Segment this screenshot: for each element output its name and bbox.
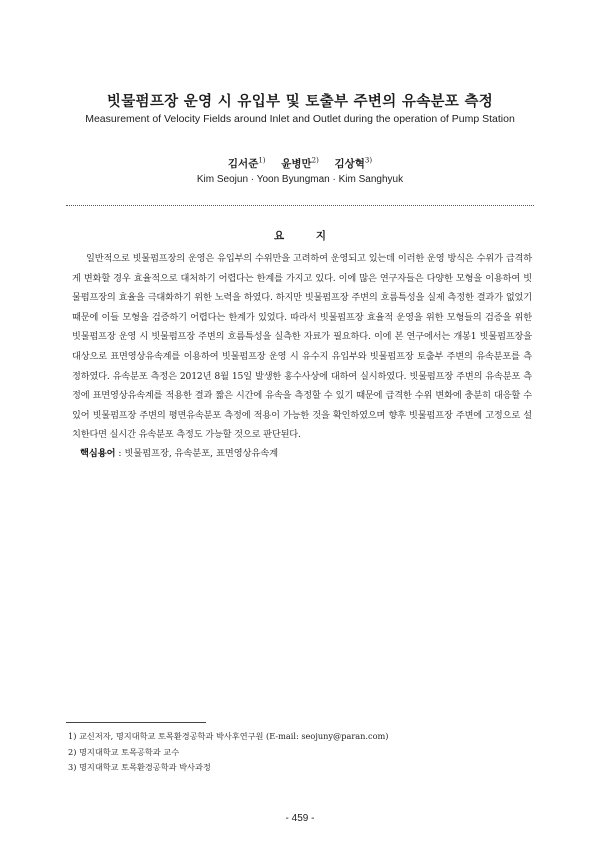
author-1-name: 김서준 bbox=[227, 158, 259, 170]
abstract-body: 일반적으로 빗물펌프장의 운영은 유입부의 수위만을 고려하여 운영되고 있는데 이러한 운영 방식은 수위가 급격하게 변화할 경우 효율적으로 대처하기 어렵다는 한계를 가지고 있다. 이에 많은 연구자들은 다양한 모형을 이용하여 빗물펌프장의 효율을 극대화하기 위한 노력을 하였다. 하지만 빗물펌프장 주변의 흐름특성을 실제 측정한 결과가 없었기 때문에 이들 모형을 검증하기 어렵다는 한계가 있었다. 따라서 빗물펌프장 효율적 운영을 위한 모형들의 검증을 위한 빗물펌프장 운영 시 빗물펌프장 주변의 흐름특성을 실측한 자료가 필요하다. 이에 본 연구에서는 개봉1 빗물펌프장을 대상으로 표면영상유속계를 이용하여 빗물펌프장 운영 시 유수지 유입부와 빗물펌프장 토출부 주변의 유속분포를 측정하였다. 유속분포 측정은 2012년 8월 15일 발생한 홍수사상에 대하여 실시하였다. 빗물펌프장 주변의 유속분포 측정에 표면영상유속계를 적용한 결과 짧은 시간에 유속을 측정할 수 있기 때문에 급격한 수위 변화에 충분히 대응할 수 있어 빗물펌프장 주변의 평면유속분포 측정에 적용이 가능한 것을 확인하였으며 향후 빗물펌프장 주변에 고정으로 설치한다면 실시간 유속분포 측정도 가능할 것으로 판단된다. bbox=[72, 253, 532, 441]
keywords-line bbox=[80, 445, 278, 459]
footnote-3: 3) 명지대학교 토목환경공학과 박사과정 bbox=[68, 762, 211, 772]
abstract-heading: 요 지 bbox=[274, 230, 340, 242]
page-number: - 459 - bbox=[285, 813, 315, 824]
footnote-list bbox=[68, 729, 389, 776]
author-3-name: 김상혁 bbox=[334, 158, 365, 170]
paper-title-english: Measurement of Velocity Fields around Inlet and Outlet during the operation of Pump Station bbox=[85, 113, 515, 125]
footnote-divider bbox=[66, 722, 206, 723]
author-2-footnote-mark: 2) bbox=[311, 156, 319, 165]
author-list-english: Kim Seojun · Yoon Byungman · Kim Sanghyuk bbox=[196, 174, 404, 185]
footnote-1: 1) 교신저자, 명지대학교 토목환경공학과 박사후연구원 (E-mail: seojuny@paran.com) bbox=[68, 731, 389, 741]
author-2-name: 윤병만 bbox=[281, 158, 312, 170]
keywords-terms: 빗물펌프장, 유속분포, 표면영상유속계 bbox=[124, 448, 279, 459]
author-1-footnote-mark: 1) bbox=[258, 156, 266, 165]
keywords-separator: : bbox=[115, 448, 125, 459]
author-2 bbox=[281, 158, 319, 170]
keywords-label: 핵심용어 bbox=[80, 448, 116, 459]
footnote-2: 2) 명지대학교 토목공학과 교수 bbox=[68, 746, 180, 757]
header-divider bbox=[66, 205, 534, 206]
paper-title-korean: 빗물펌프장 운영 시 유입부 및 토출부 주변의 유속분포 측정 bbox=[106, 93, 494, 110]
author-1 bbox=[228, 158, 266, 170]
author-3-footnote-mark: 3) bbox=[364, 156, 373, 165]
author-list-korean bbox=[0, 156, 600, 171]
author-3 bbox=[334, 158, 372, 170]
